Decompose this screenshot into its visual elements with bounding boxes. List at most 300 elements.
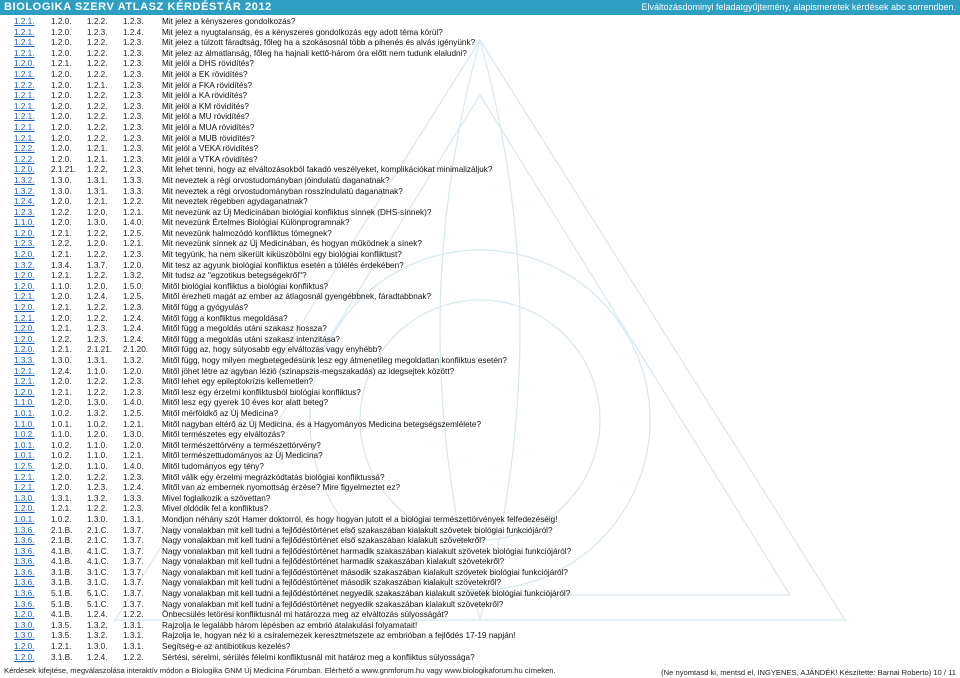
question-text: Nagy vonalakban mit kell tudni a fejlődéstörténet negyedik szakaszában kialakult szövetekről? (162, 599, 504, 609)
question-text: Mitől lesz egy érzelmi konfliktusból biológiai konfliktus? (162, 387, 361, 397)
ref-4: 1.2.3. (123, 59, 144, 69)
ref-4: 1.3.7. (123, 567, 144, 577)
chapter-link[interactable]: 1.2.1. (14, 112, 35, 122)
ref-2: 1.2.4. (51, 366, 72, 376)
question-text: Mitől függ az, hogy súlyosabb egy elváltozás vagy enyhébb? (162, 345, 382, 355)
chapter-link[interactable]: 1.2.1. (14, 122, 35, 132)
chapter-link[interactable]: 1.2.5. (14, 461, 35, 471)
ref-2: 1.3.5. (51, 631, 72, 641)
ref-2: 3.1.B. (51, 578, 73, 588)
ref-2: 1.3.0. (51, 356, 72, 365)
chapter-link[interactable]: 1.2.0. (14, 228, 35, 238)
chapter-link[interactable]: 1.0.1. (14, 440, 35, 450)
ref-4: 1.2.4. (123, 313, 144, 323)
question-row (14, 377, 954, 388)
question-text: Mitől lehet egy epileptokrízis kellemetlen? (162, 377, 314, 387)
ref-3: 3.1.C. (87, 567, 109, 577)
ref-3: 1.2.1. (87, 154, 108, 164)
ref-4: 1.2.4. (123, 483, 144, 493)
chapter-link[interactable]: 1.3.6. (14, 546, 35, 556)
ref-3: 5.1.C. (87, 589, 109, 599)
question-row (14, 504, 954, 515)
question-text: Mitől tudományos egy tény? (162, 461, 264, 471)
chapter-link[interactable]: 1.2.0. (14, 334, 35, 344)
question-text: Mit jelöl a FKA rövidítés? (162, 80, 253, 90)
chapter-link[interactable]: 1.2.3. (14, 239, 35, 249)
ref-3: 1.2.2. (87, 250, 108, 260)
ref-2: 1.2.0. (51, 91, 72, 101)
ref-4: 1.2.1. (123, 419, 144, 429)
ref-2: 1.2.0. (51, 461, 72, 471)
ref-2: 5.1.B. (51, 589, 73, 599)
ref-3: 1.3.0. (87, 218, 108, 228)
ref-4: 1.2.2. (123, 197, 144, 207)
question-row (14, 589, 954, 600)
ref-3: 1.2.4. (87, 652, 108, 662)
question-text: Nagy vonalakban mit kell tudni a fejlődéstörténet első szakaszában kialakult szövetek biológiai funkciójáról? (162, 525, 553, 535)
chapter-link[interactable]: 1.2.0. (14, 652, 35, 662)
question-text: Mit tesz az agyunk biológiai konfliktus esetén a túlélés érdekében? (162, 260, 404, 270)
question-text: Mitől függ a megoldás utáni szakasz intenzitása? (162, 334, 340, 344)
chapter-link[interactable]: 1.3.0. (14, 493, 35, 503)
ref-2: 4.1.B. (51, 546, 73, 556)
chapter-link[interactable]: 1.0.2. (14, 430, 35, 440)
question-text: Nagy vonalakban mit kell tudni a fejlődéstörténet első szakaszában kialakult szövetekről? (162, 536, 486, 546)
ref-2: 1.0.2. (51, 440, 72, 450)
ref-4: 1.2.4. (123, 334, 144, 344)
ref-2: 1.2.0. (51, 38, 72, 48)
question-text: Mit jelez a nyugtalanság, és a kényszeres gondolkozás egy adott téma körül? (162, 27, 443, 37)
question-text: Mitől lesz egy gyerek 10 éves kor alatt beteg? (162, 398, 329, 408)
ref-2: 1.2.1. (51, 271, 72, 281)
ref-2: 1.2.0. (51, 133, 72, 143)
question-text: Mivel foglalkozik a szövettan? (162, 493, 271, 503)
chapter-link[interactable]: 1.2.1. (14, 17, 35, 26)
chapter-link[interactable]: 1.3.2. (14, 260, 35, 270)
document-title: BIOLOGIKA SZERV ATLASZ KÉRDÉSTÁR 2012 (4, 1, 272, 13)
ref-2: 1.2.1. (51, 642, 72, 652)
chapter-link[interactable]: 1.2.1. (14, 292, 35, 302)
question-text: Mitől biológiai konfliktus a biológiai konfliktus? (162, 281, 329, 291)
question-row (14, 303, 954, 314)
question-text: Mivel oldódik fel a konfliktus? (162, 504, 269, 514)
chapter-link[interactable]: 1.2.1. (14, 48, 35, 58)
chapter-link[interactable]: 1.2.0. (14, 165, 35, 175)
question-row (14, 271, 954, 282)
ref-2: 1.2.2. (51, 207, 72, 217)
question-row (14, 155, 954, 166)
ref-2: 1.2.0. (51, 112, 72, 122)
ref-4: 1.3.1. (123, 642, 144, 652)
ref-3: 1.1.0. (87, 440, 108, 450)
ref-4: 1.4.0. (123, 461, 144, 471)
ref-4: 1.2.3. (123, 154, 144, 164)
ref-4: 1.3.0. (123, 430, 144, 440)
question-text: Mit neveztek régebben agydaganatnak? (162, 197, 308, 207)
ref-4: 1.2.3. (123, 48, 144, 58)
chapter-link[interactable]: 1.2.0. (14, 250, 35, 260)
ref-2: 1.2.1. (51, 250, 72, 260)
ref-3: 1.2.1. (87, 197, 108, 207)
ref-4: 1.3.7. (123, 546, 144, 556)
ref-3: 1.2.2. (87, 165, 108, 175)
ref-2: 1.2.0. (51, 144, 72, 154)
question-row (14, 81, 954, 92)
chapter-link[interactable]: 1.3.0. (14, 620, 35, 630)
chapter-link[interactable]: 1.2.1. (14, 377, 35, 387)
chapter-link[interactable]: 1.2.0. (14, 281, 35, 291)
question-row (14, 229, 954, 240)
ref-3: 1.2.1. (87, 144, 108, 154)
chapter-link[interactable]: 1.2.3. (14, 207, 35, 217)
ref-4: 1.3.1. (123, 620, 144, 630)
chapter-link[interactable]: 1.3.6. (14, 525, 35, 535)
chapter-link[interactable]: 1.2.0. (14, 504, 35, 514)
ref-4: 1.2.3. (123, 303, 144, 313)
ref-4: 1.2.3. (123, 165, 144, 175)
chapter-link[interactable]: 1.3.6. (14, 567, 35, 577)
chapter-link[interactable]: 1.2.1. (14, 38, 35, 48)
question-row (14, 218, 954, 229)
ref-2: 2.1.21. (51, 165, 77, 175)
ref-2: 1.2.0. (51, 48, 72, 58)
ref-3: 1.2.2. (87, 504, 108, 514)
question-row (14, 441, 954, 452)
ref-4: 1.3.7. (123, 599, 144, 609)
document-subtitle: Elváltozásdominyi feladatgyűjtemény, alapismeretek kérdések abc sorrendben. (641, 2, 956, 12)
ref-2: 1.2.0. (51, 218, 72, 228)
ref-3: 4.1.C. (87, 557, 109, 567)
ref-2: 3.1.B. (51, 567, 73, 577)
ref-2: 1.0.1. (51, 419, 72, 429)
page-header (0, 0, 960, 15)
chapter-link[interactable]: 1.2.0. (14, 324, 35, 334)
question-row (14, 324, 954, 335)
ref-4: 1.2.0. (123, 260, 144, 270)
chapter-link[interactable]: 1.2.2. (14, 144, 35, 154)
ref-4: 1.2.3. (123, 69, 144, 79)
ref-2: 1.2.0. (51, 154, 72, 164)
chapter-link[interactable]: 1.0.1. (14, 514, 35, 524)
ref-4: 1.2.1. (123, 207, 144, 217)
chapter-link[interactable]: 1.2.0. (14, 59, 35, 69)
ref-4: 1.2.3. (123, 17, 144, 26)
question-row (14, 536, 954, 547)
question-text: Mitől válik egy érzelmi megrázkódtatás biológiai konfliktussá? (162, 472, 385, 482)
ref-4: 1.2.3. (123, 101, 144, 111)
question-text: Segítség-e az antibiotikus kezelés? (162, 642, 291, 652)
ref-4: 1.2.2. (123, 652, 144, 662)
question-text: Mitől függ a gyógyulás? (162, 303, 249, 313)
question-text: Mit nevezünk sínnek az Új Medicinában, és hogyan működnek a sínek? (162, 239, 422, 249)
ref-3: 1.2.0. (87, 239, 108, 249)
question-row (14, 261, 954, 272)
question-text: Mit jelöl a DHS rövidítés? (162, 59, 254, 69)
chapter-link[interactable]: 1.2.1. (14, 101, 35, 111)
question-text: Mitől mérföldkő az Új Medicina? (162, 408, 279, 418)
ref-4: 1.2.4. (123, 27, 144, 37)
question-text: Mit jelez az álmatlanság, főleg ha hajnali kettő-három óra előtt nem tudunk elaludni? (162, 48, 467, 58)
ref-3: 1.1.0. (87, 451, 108, 461)
question-text: Mit neveztek a régi orvostudományban rosszindulatú daganatnak? (162, 186, 403, 196)
question-row (14, 578, 954, 589)
ref-3: 4.1.C. (87, 546, 109, 556)
question-row (14, 642, 954, 653)
question-row (14, 165, 954, 176)
ref-3: 1.2.2. (87, 101, 108, 111)
chapter-link[interactable]: 1.2.2. (14, 80, 35, 90)
ref-3: 1.2.3. (87, 324, 108, 334)
chapter-link[interactable]: 1.2.0. (14, 303, 35, 313)
chapter-link[interactable]: 1.0.1. (14, 451, 35, 461)
question-row (14, 610, 954, 621)
question-row (14, 388, 954, 399)
ref-3: 1.3.7. (87, 260, 108, 270)
ref-3: 1.2.3. (87, 334, 108, 344)
ref-3: 1.3.0. (87, 514, 108, 524)
ref-3: 1.2.2. (87, 387, 108, 397)
question-row (14, 335, 954, 346)
ref-2: 1.2.0. (51, 27, 72, 37)
ref-4: 1.2.3. (123, 144, 144, 154)
ref-4: 1.3.7. (123, 557, 144, 567)
ref-3: 1.2.3. (87, 27, 108, 37)
ref-3: 1.2.2. (87, 48, 108, 58)
question-text: Mit jelöl a MU rövidítés? (162, 112, 250, 122)
ref-3: 1.3.1. (87, 356, 108, 365)
ref-3: 1.2.2. (87, 17, 108, 26)
chapter-link[interactable]: 1.2.0. (14, 387, 35, 397)
chapter-link[interactable]: 1.0.1. (14, 408, 35, 418)
ref-4: 1.3.7. (123, 525, 144, 535)
ref-3: 1.1.0. (87, 366, 108, 376)
ref-3: 1.2.2. (87, 91, 108, 101)
ref-3: 1.2.2. (87, 271, 108, 281)
chapter-link[interactable]: 1.2.1. (14, 133, 35, 143)
question-row (14, 38, 954, 49)
chapter-link[interactable]: 1.2.0. (14, 642, 35, 652)
footer-note: Kérdések kifejtése, megválaszolása interaktív módon a Biologika GNM Új Medicina Fórumban. Elérhető a www.gnmforum.hu vagy www.biologikaforum.hu címeken. (4, 666, 556, 675)
question-text: Mitől természettörvény a természettörvény? (162, 440, 321, 450)
chapter-link[interactable]: 1.2.1. (14, 483, 35, 493)
question-text: Mitől van az embernek nyomottság érzése? Mire figyelmeztet ez? (162, 483, 400, 493)
chapter-link[interactable]: 1.3.2. (14, 175, 35, 185)
ref-3: 1.2.2. (87, 38, 108, 48)
ref-2: 1.3.0. (51, 186, 72, 196)
ref-2: 1.2.1. (51, 345, 72, 355)
question-row (14, 557, 954, 568)
question-text: Mit nevezünk az Új Medicinában biológiai konfliktus sínnek (DHS-sínnek)? (162, 207, 432, 217)
question-row (14, 282, 954, 293)
ref-4: 1.2.5. (123, 292, 144, 302)
question-text: Mitől függ a konfliktus megoldása? (162, 313, 288, 323)
ref-3: 1.3.2. (87, 631, 108, 641)
ref-4: 1.3.2. (123, 271, 144, 281)
question-row (14, 28, 954, 39)
question-text: Mitől nagyban eltérő az Új Medicina, és a Hagyományos Medicina betegségszemlélete? (162, 419, 482, 429)
chapter-link[interactable]: 1.3.6. (14, 557, 35, 567)
chapter-link[interactable]: 1.2.1. (14, 27, 35, 37)
ref-2: 1.2.0. (51, 377, 72, 387)
question-text: Rajzolja le, hogyan néz ki a csíralemezek keresztmetszete az embrióban a fejlődés 17-19 napján! (162, 631, 516, 641)
question-row (14, 398, 954, 409)
question-row (14, 420, 954, 431)
ref-2: 1.3.4. (51, 260, 72, 270)
ref-2: 1.2.1. (51, 387, 72, 397)
chapter-link[interactable]: 1.2.0. (14, 345, 35, 355)
ref-4: 2.1.20. (123, 345, 149, 355)
ref-4: 1.2.3. (123, 504, 144, 514)
chapter-link[interactable]: 1.1.0. (14, 218, 35, 228)
ref-3: 1.2.2. (87, 59, 108, 69)
ref-3: 1.3.0. (87, 642, 108, 652)
ref-3: 1.2.0. (87, 281, 108, 291)
ref-3: 1.2.2. (87, 303, 108, 313)
question-text: Nagy vonalakban mit kell tudni a fejlődéstörténet harmadik szakaszában kialakult szövetek biológiai funkciójáról? (162, 546, 572, 556)
question-row (14, 112, 954, 123)
question-row (14, 526, 954, 537)
ref-3: 1.3.2. (87, 408, 108, 418)
chapter-link[interactable]: 1.2.0. (14, 610, 35, 620)
ref-2: 1.2.1. (51, 303, 72, 313)
ref-2: 1.2.2. (51, 239, 72, 249)
question-text: Mondjon néhány szót Hamer doktorról, és hogy hogyan jutott el a biológiai természettörvények felfedezéséig! (162, 514, 558, 524)
chapter-link[interactable]: 1.3.2. (14, 186, 35, 196)
question-text: Mit jelöl a VEKA rövidítés? (162, 144, 259, 154)
question-row (14, 314, 954, 325)
chapter-link[interactable]: 1.3.6. (14, 578, 35, 588)
ref-4: 1.2.1. (123, 451, 144, 461)
question-text: Mit neveztek a régi orvostudományban jóindulatú daganatnak? (162, 175, 390, 185)
ref-4: 1.2.0. (123, 366, 144, 376)
question-text: Mitől függ a megoldás utáni szakasz hossza? (162, 324, 327, 334)
ref-2: 1.1.0. (51, 281, 72, 291)
ref-2: 1.2.0. (51, 292, 72, 302)
ref-2: 1.2.0. (51, 122, 72, 132)
ref-4: 1.3.7. (123, 578, 144, 588)
ref-2: 5.1.B. (51, 599, 73, 609)
ref-4: 1.3.3. (123, 493, 144, 503)
ref-4: 1.2.5. (123, 228, 144, 238)
ref-4: 1.2.3. (123, 377, 144, 387)
ref-4: 1.3.3. (123, 186, 144, 196)
question-row (14, 70, 954, 81)
ref-3: 1.2.3. (87, 483, 108, 493)
question-text: Mit jelöl a EK rövidítés? (162, 69, 248, 79)
chapter-link[interactable]: 1.1.0. (14, 398, 35, 408)
chapter-link[interactable]: 1.2.1. (14, 313, 35, 323)
ref-3: 1.2.2. (87, 112, 108, 122)
ref-3: 1.2.0. (87, 207, 108, 217)
question-row (14, 462, 954, 473)
ref-4: 1.5.0. (123, 281, 144, 291)
ref-3: 1.1.0. (87, 461, 108, 471)
ref-3: 1.2.4. (87, 610, 108, 620)
ref-3: 1.0.2. (87, 419, 108, 429)
chapter-link[interactable]: 1.2.1. (14, 366, 35, 376)
ref-2: 4.1.B. (51, 557, 73, 567)
ref-3: 1.2.1. (87, 80, 108, 90)
ref-4: 1.3.7. (123, 536, 144, 546)
question-row (14, 653, 954, 664)
question-row (14, 239, 954, 250)
question-row (14, 49, 954, 60)
question-row (14, 59, 954, 70)
chapter-link[interactable]: 1.2.1. (14, 69, 35, 79)
question-text: Mit nevezünk Értelmes Biológiai Különprogramnak? (162, 218, 350, 228)
ref-2: 1.2.0. (51, 313, 72, 323)
chapter-link[interactable]: 1.2.0. (14, 271, 35, 281)
chapter-link[interactable]: 1.1.0. (14, 419, 35, 429)
ref-2: 1.2.1. (51, 504, 72, 514)
ref-2: 2.1.B. (51, 525, 73, 535)
question-text: Mit jelöl a KA rövidítés? (162, 91, 248, 101)
chapter-link[interactable]: 1.3.3. (14, 356, 35, 365)
ref-3: 5.1.C. (87, 599, 109, 609)
question-text: Mitől függ, hogy milyen megbetegedésünk lesz egy átmenetileg megoldatlan konfliktus esetén? (162, 356, 507, 365)
question-row (14, 430, 954, 441)
ref-3: 2.1.C. (87, 525, 109, 535)
question-row (14, 250, 954, 261)
ref-2: 1.3.0. (51, 175, 72, 185)
question-list (14, 17, 954, 663)
question-text: Mitől jöhet létre az agyban lézió (szinapszis-megszakadás) az idegsejtek között? (162, 366, 455, 376)
ref-4: 1.2.3. (123, 91, 144, 101)
question-row (14, 483, 954, 494)
chapter-link[interactable]: 1.2.1. (14, 472, 35, 482)
question-text: Mit jelez a túlzott fáradtság, főleg ha a szokásosnál több a pihenés és alvás igényünk? (162, 38, 476, 48)
question-row (14, 367, 954, 378)
ref-4: 1.3.1. (123, 514, 144, 524)
ref-3: 1.2.2. (87, 228, 108, 238)
question-text: Nagy vonalakban mit kell tudni a fejlődéstörténet második szakaszában kialakult szövetek biológiai funkciójáról? (162, 567, 568, 577)
question-text: Rajzolja le legalább három lépésben az embrió átalakulási folyamatait! (162, 620, 418, 630)
chapter-link[interactable]: 1.2.2. (14, 154, 35, 164)
question-text: Mit jelöl a KM rövidítés? (162, 101, 249, 111)
chapter-link[interactable]: 1.2.4. (14, 197, 35, 207)
chapter-link[interactable]: 1.3.6. (14, 589, 35, 599)
ref-3: 3.1.C. (87, 578, 109, 588)
ref-3: 1.2.2. (87, 472, 108, 482)
chapter-link[interactable]: 1.3.0. (14, 631, 35, 641)
page-footer (0, 664, 960, 678)
question-row (14, 600, 954, 611)
chapter-link[interactable]: 1.3.6. (14, 599, 35, 609)
ref-2: 1.2.1. (51, 324, 72, 334)
ref-4: 1.2.3. (123, 387, 144, 397)
ref-2: 1.2.0. (51, 483, 72, 493)
ref-2: 1.2.2. (51, 334, 72, 344)
question-row (14, 494, 954, 505)
ref-4: 1.4.0. (123, 218, 144, 228)
question-row (14, 345, 954, 356)
chapter-link[interactable]: 1.3.6. (14, 536, 35, 546)
ref-2: 1.2.0. (51, 197, 72, 207)
ref-4: 1.2.3. (123, 472, 144, 482)
question-row (14, 631, 954, 642)
ref-3: 2.1.C. (87, 536, 109, 546)
ref-2: 2.1.B. (51, 536, 73, 546)
question-text: Mitől érezheti magát az ember az átlagosnál gyengébbnek, fáradtabbnak? (162, 292, 431, 302)
question-text: Nagy vonalakban mit kell tudni a fejlődéstörténet negyedik szakaszában kialakult szövetek biológiai funkciójáról? (162, 589, 571, 599)
question-row (14, 356, 954, 367)
ref-4: 1.2.3. (123, 80, 144, 90)
ref-3: 1.2.2. (87, 313, 108, 323)
chapter-link[interactable]: 1.2.1. (14, 91, 35, 101)
ref-4: 1.2.3. (123, 250, 144, 260)
question-row (14, 176, 954, 187)
question-row (14, 208, 954, 219)
